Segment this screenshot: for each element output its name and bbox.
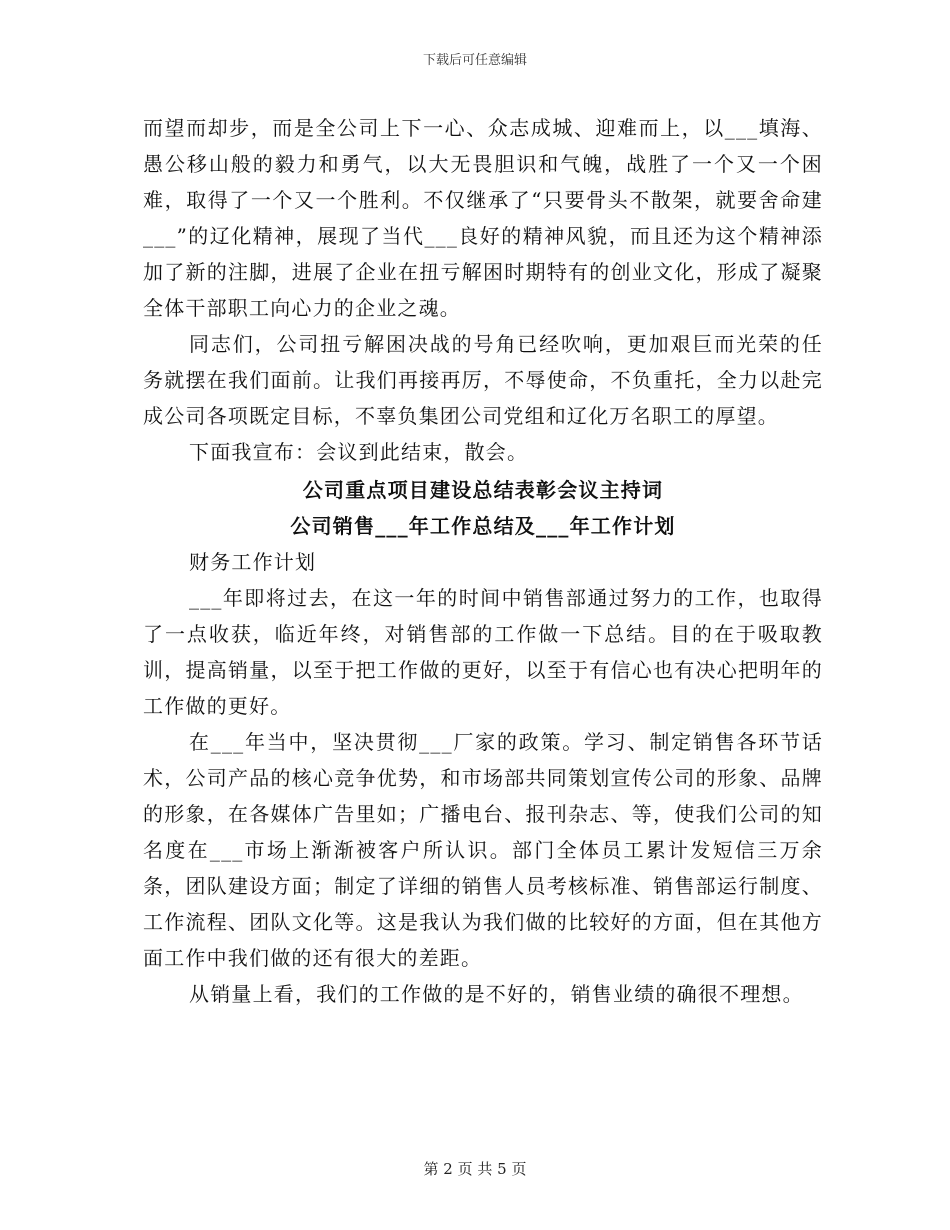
document-title: 公司销售___年工作总结及___年工作计划 <box>290 514 676 538</box>
paragraph-continuation: 而望而却步，而是全公司上下一心、众志成城、迎难而上，以___填海、愚公移山般的毅力和勇气，以大无畏胆识和气魄，战胜了一个又一个困难，取得了一个又一个胜利。不仅继承了“只要骨头不散架，就要舍命建___”的辽化精神，展现了当代___良好的精神风貌，而且还为这个精神添加了新的注脚，进展了企业在扭亏解困时期特有的创业文化，形成了凝聚全体干部职工向心力的企业之魂。 <box>143 116 823 320</box>
paragraph-closing: 下面我宣布：会议到此结束，散会。 <box>189 440 529 464</box>
paragraph-comrades: 同志们，公司扭亏解困决战的号角已经吹响，更加艰巨而光荣的任务就摆在我们面前。让我们再接再厉，不辱使命，不负重托，全力以赴完成公司各项既定目标，不辜负集团公司党组和辽化万名职工的厚望。 <box>143 332 823 428</box>
paragraph-subheading: 财务工作计划 <box>189 550 317 574</box>
paragraph-achievements: 在___年当中，坚决贯彻___厂家的政策。学习、制定销售各环节话术，公司产品的核心竞争优势，和市场部共同策划宣传公司的形象、品牌的形象，在各媒体广告里如；广播电台、报刊杂志、等，使我们公司的知名度在___市场上渐渐被客户所认识。部门全体员工累计发短信三万余条，团队建设方面；制定了详细的销售人员考核标准、销售部运行制度、工作流程、团队文化等。这是我认为我们做的比较好的方面，但在其他方面工作中我们做的还有很大的差距。 <box>143 730 823 970</box>
page-number: 第 2 页 共 5 页 <box>423 1160 527 1178</box>
paragraph-sales: 从销量上看，我们的工作做的是不好的，销售业绩的确很不理想。 <box>189 982 804 1006</box>
document-body <box>143 110 823 1012</box>
paragraph-intro: ___年即将过去，在这一年的时间中销售部通过努力的工作，也取得了一点收获，临近年终，对销售部的工作做一下总结。目的在于吸取教训，提高销量，以至于把工作做的更好，以至于有信心也有决心把明年的工作做的更好。 <box>143 586 823 718</box>
section-title: 公司重点项目建设总结表彰会议主持词 <box>302 478 664 502</box>
page-header: 下载后可任意编辑 <box>422 53 527 68</box>
